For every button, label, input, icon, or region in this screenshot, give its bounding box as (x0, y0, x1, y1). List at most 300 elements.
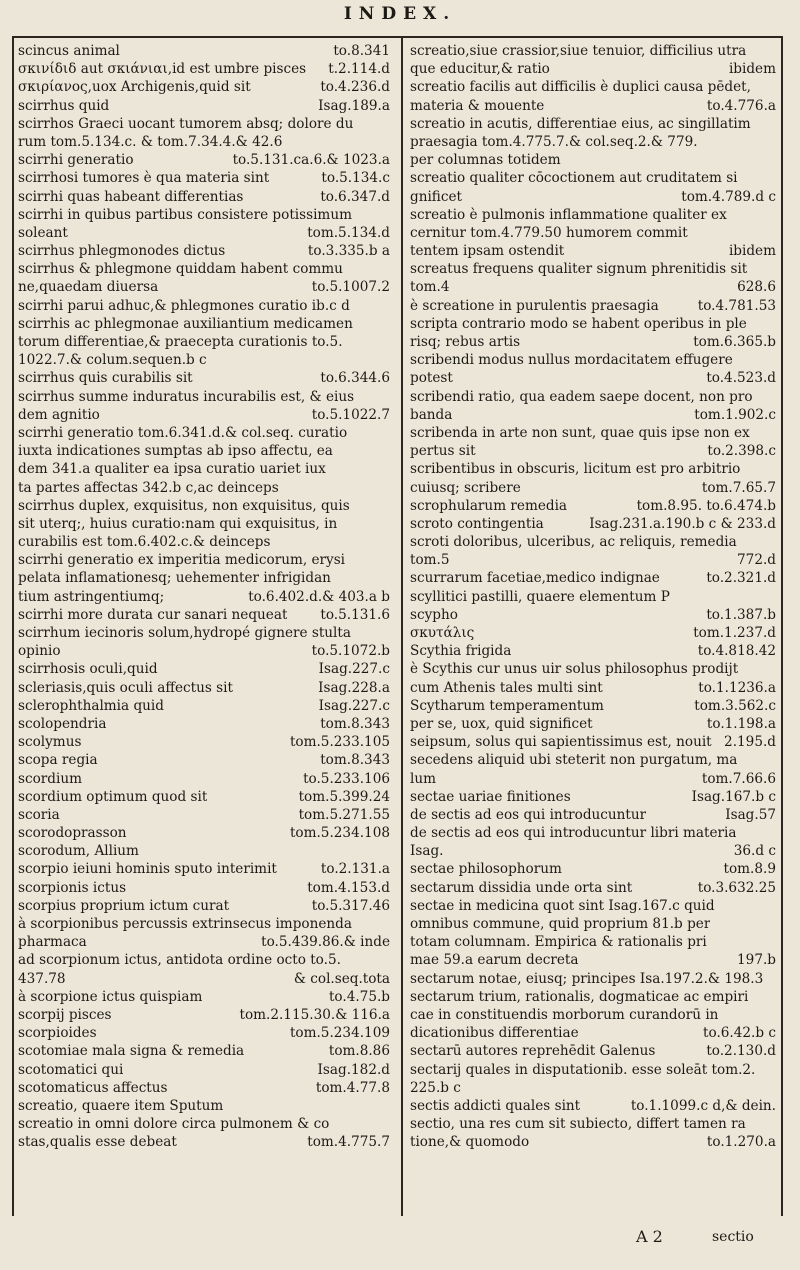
index-entry (18, 97, 390, 115)
entry-term: scurrarum facetiae,medico indignae (410, 570, 660, 587)
entry-term: scordium (18, 770, 82, 787)
entry-term: rum tom.5.134.c. & tom.7.34.4.& 42.6 (18, 133, 283, 150)
index-entry (410, 1079, 776, 1097)
entry-term: scirrhi parui adhuc,& phlegmones curatio ib.c d (18, 297, 350, 314)
entry-term: screatio facilis aut difficilis è duplici causa pēdet, (410, 79, 751, 96)
index-entry (410, 588, 776, 606)
index-entry (410, 860, 776, 878)
index-entry (18, 515, 390, 533)
index-entry (18, 1006, 390, 1024)
entry-term: scroto contingentia (410, 515, 544, 532)
entry-term: scribendi ratio, qua eadem saepe docent, non pro (410, 388, 753, 405)
catchword: sectio (712, 1229, 754, 1245)
index-entry (410, 733, 776, 751)
index-entry (18, 333, 390, 351)
entry-term: scirrhus & phlegmone quiddam habent commu (18, 261, 343, 278)
entry-term: 437.78 (18, 970, 66, 987)
entry-term: scribendi modus nullus mordacitatem effugere (410, 352, 733, 369)
entry-term: scirrhus phlegmonodes dictus (18, 243, 226, 260)
index-entry (410, 824, 776, 842)
entry-term: scirrhi generatio tom.6.341.d.& col.seq. curatio (18, 424, 348, 441)
entry-reference: tom.5.233.105 (289, 734, 390, 751)
index-entry (18, 751, 390, 769)
index-entry (410, 933, 776, 951)
index-entry (410, 915, 776, 933)
entry-term: pelata inflamationesq; uehementer infrigidan (18, 570, 331, 587)
entry-reference: tom.5.234.108 (289, 825, 390, 842)
index-entry (410, 424, 776, 442)
index-entry (410, 60, 776, 78)
index-entry (18, 533, 390, 551)
entry-term: cae in constituendis morborum curandorū in (410, 1006, 719, 1023)
entry-reference: t.2.114.d (328, 61, 390, 78)
index-entry (410, 297, 776, 315)
index-entry (410, 169, 776, 187)
entry-term: omnibus commune, quid proprium 81.b per (410, 916, 711, 932)
right-column (410, 42, 776, 1151)
entry-term: tium astringentiumq; (18, 588, 165, 605)
entry-reference: tom.7.66.6 (701, 770, 776, 787)
entry-reference: tom.4.153.d (307, 879, 390, 896)
entry-reference: tom.5.134.d (307, 224, 390, 241)
index-entry (410, 1133, 776, 1151)
entry-term: potest (410, 370, 453, 387)
entry-term: per se, uox, quid significet (410, 715, 593, 732)
entry-term: scirrhus summe induratus incurabilis est, & eius (18, 388, 355, 405)
entry-reference: to.4.818.42 (697, 643, 776, 660)
entry-term: scirrhus quid (18, 97, 110, 114)
entry-reference: to.8.341 (333, 43, 390, 59)
index-entry (18, 1042, 390, 1060)
index-entry (410, 333, 776, 351)
entry-term: sclerophthalmia quid (18, 697, 164, 714)
entry-term: σκυτάλις (410, 625, 475, 641)
entry-term: scypho (410, 606, 458, 623)
entry-term: scirrhi more durata cur sanari nequeat (18, 606, 288, 623)
entry-term: scorodum, Allium (18, 843, 139, 860)
entry-term: scirrhi generatio (18, 152, 134, 169)
entry-term: sectarum notae, eiusq; principes Isa.197.2.& 198.3 (410, 970, 764, 987)
index-entry (410, 1006, 776, 1024)
entry-term: Scytharum temperamentum (410, 697, 604, 714)
index-entry (18, 424, 390, 442)
index-entry (18, 988, 390, 1006)
entry-term: scolopendria (18, 715, 107, 732)
index-entry (410, 515, 776, 533)
index-entry (410, 879, 776, 897)
index-entry (18, 479, 390, 497)
entry-reference: ibidem (728, 243, 776, 260)
top-rule (12, 36, 782, 38)
entry-term: Isag. (410, 843, 444, 860)
index-entry (18, 388, 390, 406)
entry-term: scordium optimum quod sit (18, 788, 208, 805)
entry-term: sectae in medicina quot sint Isag.167.c quid (410, 897, 715, 914)
entry-reference: tom.5.399.24 (298, 788, 390, 805)
entry-term: scotomaticus affectus (18, 1079, 168, 1096)
index-entry (18, 242, 390, 260)
entry-reference: tom.3.562.c (694, 697, 776, 714)
index-entry (18, 42, 390, 60)
index-entry (410, 133, 776, 151)
entry-reference: tom.4.789.d c (681, 188, 776, 205)
right-border-rule (781, 36, 783, 1216)
entry-term: scorpius proprium ictum curat (18, 897, 230, 914)
entry-term: stas,qualis esse debeat (18, 1134, 177, 1151)
entry-term: sectae philosophorum (410, 861, 562, 878)
index-entry (18, 970, 390, 988)
entry-term: tentem ipsam ostendit (410, 243, 565, 260)
index-entry (410, 442, 776, 460)
entry-term: scyllitici pastilli, quaere elementum P (410, 588, 670, 605)
entry-term: scirrhosi tumores è qua materia sint (18, 170, 270, 187)
entry-term: scroti doloribus, ulceribus, ac reliquis, remedia (410, 534, 737, 551)
entry-term: soleant (18, 224, 68, 241)
entry-reference: Isag.57 (725, 806, 776, 823)
index-entry (18, 188, 390, 206)
index-entry (18, 151, 390, 169)
entry-term: ta partes affectas 342.b c,ac deinceps (18, 479, 279, 496)
index-entry (18, 60, 390, 78)
index-entry (18, 733, 390, 751)
index-entry (410, 278, 776, 296)
entry-term: sectarum trium, rationalis, dogmaticae ac empiri (410, 988, 749, 1005)
entry-reference: & col.seq.tota (293, 970, 390, 987)
index-entry (410, 569, 776, 587)
index-entry (18, 606, 390, 624)
index-entry (18, 842, 390, 860)
entry-reference: Isag.167.b c (691, 788, 776, 805)
entry-term: tione,& quomodo (410, 1134, 530, 1151)
entry-reference: to.3.335.b a (307, 243, 390, 260)
entry-term: scolymus (18, 734, 82, 751)
index-entry (18, 369, 390, 387)
entry-term: tom.5 (410, 552, 450, 569)
column-divider (401, 36, 403, 1216)
index-entry (410, 188, 776, 206)
index-entry (410, 260, 776, 278)
entry-term: scorodoprasson (18, 825, 127, 842)
entry-reference: to.2.321.d (706, 570, 776, 587)
entry-reference: to.4.75.b (328, 988, 390, 1005)
entry-term: scorpionis ictus (18, 879, 127, 896)
index-entry (410, 533, 776, 551)
entry-term: risq; rebus artis (410, 334, 521, 350)
entry-reference: to.2.398.c (707, 443, 776, 460)
entry-reference: to.1.1236.a (698, 679, 776, 696)
index-entry (410, 369, 776, 387)
index-entry (18, 806, 390, 824)
entry-reference: to.5.317.46 (311, 897, 390, 914)
index-entry (410, 951, 776, 969)
index-entry (18, 933, 390, 951)
entry-term: scotomiae mala signa & remedia (18, 1043, 245, 1060)
entry-reference: to.1.1099.c d,& dein. (630, 1097, 776, 1114)
entry-term: screatio in omni dolore circa pulmonem & co (18, 1116, 330, 1133)
entry-term: curabilis est tom.6.402.c.& deinceps (18, 534, 271, 551)
index-entry (410, 151, 776, 169)
entry-reference: Isag.231.a.190.b c & 233.d (589, 515, 776, 532)
entry-term: sit uterq;, huius curatio:nam qui exquisitus, in (18, 515, 338, 532)
index-entry (18, 315, 390, 333)
entry-reference: to.6.344.6 (320, 370, 390, 387)
index-entry (410, 315, 776, 333)
entry-term: scirrhus duplex, exquisitus, non exquisitus, quis (18, 497, 350, 514)
index-entry (410, 715, 776, 733)
entry-term: scirrhi generatio ex imperitia medicorum, erysi (18, 552, 346, 569)
entry-term: scorpij pisces (18, 1006, 112, 1023)
index-entry (410, 751, 776, 769)
entry-term: screatio qualiter cōcoctionem aut cruditatem si (410, 170, 738, 187)
entry-reference: to.4.523.d (706, 370, 776, 387)
entry-reference: ibidem (728, 61, 776, 78)
entry-reference: to.6.42.b c (703, 1025, 776, 1042)
entry-term: pharmaca (18, 934, 87, 951)
entry-term: screatio è pulmonis inflammatione qualiter ex (410, 206, 727, 223)
index-entry (18, 169, 390, 187)
index-entry (18, 569, 390, 587)
index-entry (410, 606, 776, 624)
index-entry (18, 624, 390, 642)
index-entry (18, 897, 390, 915)
entry-reference: tom.1.902.c (694, 406, 776, 423)
entry-term: scleriasis,quis oculi affectus sit (18, 679, 233, 696)
entry-term: gnificet (410, 188, 462, 205)
index-entry (18, 1024, 390, 1042)
entry-term: cernitur tom.4.779.50 humorem commit (410, 224, 688, 241)
entry-term: σκιρίανος,uox Archigenis,quid sit (18, 79, 251, 96)
entry-reference: tom.4.775.7 (307, 1134, 390, 1151)
entry-reference: tom.8.9 (723, 861, 776, 878)
entry-reference: 36.d c (733, 843, 776, 860)
index-entry (410, 206, 776, 224)
entry-term: 225.b c (410, 1079, 461, 1096)
entry-term: tom.4 (410, 279, 450, 296)
index-entry (410, 551, 776, 569)
entry-reference: Isag.227.c (318, 697, 390, 714)
entry-term: per columnas totidem (410, 152, 561, 169)
entry-term: 1022.7.& colum.sequen.b c (18, 352, 207, 369)
index-entry (18, 278, 390, 296)
entry-reference: tom.1.237.d (693, 625, 776, 641)
index-entry (410, 770, 776, 788)
index-entry (18, 1133, 390, 1151)
entry-reference: to.2.131.a (320, 861, 390, 878)
index-entry (410, 897, 776, 915)
entry-term: scirrhosis oculi,quid (18, 661, 158, 678)
entry-term: lum (410, 770, 436, 787)
left-border-rule (12, 36, 14, 1216)
entry-reference: to.4.236.d (320, 79, 390, 96)
entry-term: scripta contrario modo se habent operibus in ple (410, 315, 747, 332)
index-entry (410, 115, 776, 133)
entry-reference: tom.2.115.30.& 116.a (239, 1006, 390, 1023)
signature-mark: A 2 (636, 1227, 663, 1246)
entry-reference: to.6.347.d (320, 188, 390, 205)
index-entry (410, 1024, 776, 1042)
entry-term: scoria (18, 806, 60, 823)
index-entry (18, 879, 390, 897)
entry-reference: tom.8.343 (320, 752, 390, 769)
entry-reference: to.1.270.a (706, 1134, 776, 1151)
entry-reference: 772.d (737, 552, 776, 569)
entry-term: ne,quaedam diuersa (18, 279, 159, 296)
entry-term: opinio (18, 643, 61, 660)
index-entry (410, 42, 776, 60)
entry-reference: Isag.228.a (318, 679, 390, 696)
entry-reference: tom.7.65.7 (701, 479, 776, 496)
entry-term: banda (410, 406, 453, 423)
index-entry (410, 624, 776, 642)
entry-reference: to.5.1072.b (311, 643, 390, 660)
entry-reference: to.2.130.d (706, 1043, 776, 1060)
left-column (18, 42, 390, 1151)
entry-term: dicationibus differentiae (410, 1025, 579, 1042)
entry-term: mae 59.a earum decreta (410, 952, 579, 969)
entry-reference: tom.6.365.b (693, 334, 776, 350)
entry-term: dem agnitio (18, 406, 100, 423)
entry-term: screatio in acutis, differentiae eius, ac singillatim (410, 115, 751, 132)
index-entry (410, 1042, 776, 1060)
index-entry (18, 1115, 390, 1133)
index-entry (18, 1061, 390, 1079)
entry-reference: to.5.1007.2 (311, 279, 390, 296)
entry-reference: to.5.131.ca.6.& 1023.a (232, 152, 390, 169)
index-entry (410, 460, 776, 478)
entry-term: de sectis ad eos qui introducuntur libri materia (410, 825, 737, 842)
entry-reference: 2.195.d (724, 734, 776, 751)
entry-reference: to.5.131.6 (320, 606, 390, 623)
entry-term: scirrhus quis curabilis sit (18, 370, 193, 387)
index-entry (410, 1115, 776, 1133)
entry-term: screatus frequens qualiter signum phrenitidis sit (410, 261, 748, 278)
entry-term: iuxta indicationes sumptas ab ipso affectu, ea (18, 443, 333, 460)
entry-term: de sectis ad eos qui introducuntur (410, 806, 647, 823)
entry-term: è Scythis cur unus uir solus philosophus prodijt (410, 661, 739, 678)
entry-term: secedens aliquid ubi steterit non purgatum, ma (410, 752, 738, 769)
entry-reference: tom.4.77.8 (315, 1079, 390, 1096)
index-entry (18, 860, 390, 878)
index-entry (18, 679, 390, 697)
entry-reference: tom.8.343 (320, 715, 390, 732)
entry-term: screatio, quaere item Sputum (18, 1097, 224, 1114)
entry-term: materia & mouente (410, 97, 545, 114)
index-entry (410, 497, 776, 515)
entry-term: scorpioides (18, 1025, 97, 1042)
index-entry (18, 406, 390, 424)
entry-reference: tom.5.234.109 (289, 1025, 390, 1042)
entry-term: sectarum dissidia unde orta sint (410, 879, 633, 896)
entry-reference: to.3.632.25 (697, 879, 776, 896)
index-entry (410, 660, 776, 678)
entry-term: sectio, una res cum sit subiecto, differt tamen ra (410, 1116, 746, 1133)
index-entry (410, 788, 776, 806)
entry-term: scorpio ieiuni hominis sputo interimit (18, 861, 277, 878)
index-entry (18, 788, 390, 806)
entry-term: praesagia tom.4.775.7.& col.seq.2.& 779. (410, 133, 698, 150)
entry-term: σκινίδιδ aut σκιάνιαι,id est umbre pisces (18, 61, 307, 78)
index-entry (18, 78, 390, 96)
index-entry (410, 988, 776, 1006)
index-entry (18, 206, 390, 224)
entry-term: scribenda in arte non sunt, quae quis ipse non ex (410, 424, 750, 441)
entry-term: sectae uariae finitiones (410, 788, 571, 805)
entry-reference: to.4.781.53 (697, 297, 776, 314)
index-entry (18, 824, 390, 842)
index-entry (410, 1061, 776, 1079)
index-entry (18, 1079, 390, 1097)
index-entry (18, 770, 390, 788)
entry-term: que educitur,& ratio (410, 61, 550, 78)
entry-term: Scythia frigida (410, 643, 512, 660)
entry-term: scribentibus in obscuris, licitum est pro arbitrio (410, 461, 741, 478)
index-entry (410, 479, 776, 497)
entry-reference: 197.b (737, 952, 776, 969)
entry-term: scirrhos Graeci uocant tumorem absq; dolore du (18, 115, 354, 132)
entry-term: sectarū autores reprehēdit Galenus (410, 1043, 656, 1060)
index-entry (410, 406, 776, 424)
entry-reference: to.5.1022.7 (311, 406, 390, 423)
index-entry (410, 1097, 776, 1115)
index-entry (410, 806, 776, 824)
entry-term: scirrhum iecinoris solum,hydropé gignere stulta (18, 625, 351, 641)
entry-term: ad scorpionum ictus, antidota ordine octo to.5. (18, 952, 341, 969)
entry-term: torum differentiae,& praecepta curationis to.5. (18, 334, 343, 350)
index-entry (18, 951, 390, 969)
entry-reference: Isag.189.a (318, 97, 390, 114)
entry-term: seipsum, solus qui sapientissimus est, nouit (410, 734, 712, 751)
entry-term: è screatione in purulentis praesagia (410, 297, 659, 314)
index-entry (410, 242, 776, 260)
index-entry (18, 351, 390, 369)
entry-reference: to.5.134.c (321, 170, 390, 187)
index-entry (18, 588, 390, 606)
index-entry (410, 679, 776, 697)
entry-reference: Isag.227.c (318, 661, 390, 678)
index-entry (18, 697, 390, 715)
index-entry (18, 1097, 390, 1115)
index-entry (410, 351, 776, 369)
index-entry (410, 697, 776, 715)
entry-term: sectis addicti quales sint (410, 1097, 581, 1114)
index-entry (410, 97, 776, 115)
index-entry (18, 460, 390, 478)
entry-term: screatio,siue crassior,siue tenuior, difficilius utra (410, 43, 747, 59)
index-entry (18, 715, 390, 733)
entry-term: sectarij quales in disputationib. esse soleāt tom.2. (410, 1061, 756, 1078)
index-entry (18, 497, 390, 515)
index-entry (410, 78, 776, 96)
entry-term: cuiusq; scribere (410, 479, 521, 496)
entry-reference: tom.5.271.55 (298, 806, 390, 823)
entry-reference: tom.8.95. to.6.474.b (636, 497, 776, 514)
index-entry (410, 224, 776, 242)
index-entry (18, 660, 390, 678)
entry-term: cum Athenis tales multi sint (410, 679, 603, 696)
entry-reference: 628.6 (737, 279, 776, 296)
index-entry (410, 388, 776, 406)
entry-term: pertus sit (410, 443, 476, 460)
index-entry (18, 297, 390, 315)
entry-reference: to.5.233.106 (303, 770, 390, 787)
entry-reference: to.6.402.d.& 403.a b (248, 588, 390, 605)
entry-term: scirrhis ac phlegmonae auxiliantium medicamen (18, 315, 353, 332)
index-entry (18, 133, 390, 151)
entry-reference: to.1.198.a (706, 715, 776, 732)
entry-term: à scorpionibus percussis extrinsecus imponenda (18, 916, 352, 932)
entry-reference: to.5.439.86.& inde (261, 934, 390, 951)
index-entry (410, 842, 776, 860)
